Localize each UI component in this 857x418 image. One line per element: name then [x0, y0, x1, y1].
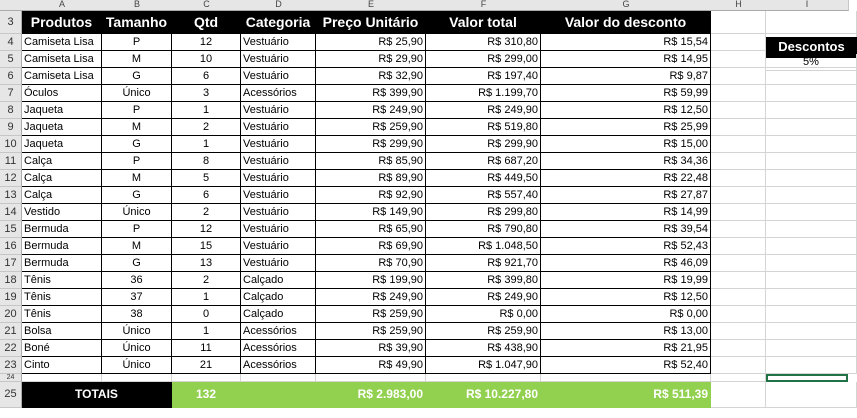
row-header[interactable]: 16 — [0, 238, 22, 255]
totals-valor[interactable]: R$ 10.227,80 — [426, 382, 541, 408]
table-cell-qtd[interactable]: 12 — [172, 34, 241, 51]
table-cell-total[interactable]: R$ 438,90 — [426, 340, 541, 357]
table-cell-total[interactable]: R$ 790,80 — [426, 221, 541, 238]
table-cell-qtd[interactable]: 2 — [172, 272, 241, 289]
table-cell-produto[interactable]: Tênis — [22, 289, 102, 306]
table-cell-produto[interactable]: Bolsa — [22, 323, 102, 340]
table-cell-qtd[interactable]: 6 — [172, 68, 241, 85]
table-cell-categoria[interactable]: Vestuário — [241, 34, 316, 51]
table-cell-tamanho[interactable]: Único — [102, 340, 172, 357]
empty-cell[interactable] — [711, 85, 766, 102]
totals-empty[interactable] — [241, 382, 316, 408]
table-cell-desconto[interactable]: R$ 52,43 — [541, 238, 711, 255]
table-cell-produto[interactable]: Calça — [22, 153, 102, 170]
table-cell-qtd[interactable]: 6 — [172, 187, 241, 204]
empty-cell[interactable] — [766, 289, 857, 306]
table-cell-categoria[interactable]: Vestuário — [241, 238, 316, 255]
row-header[interactable]: 11 — [0, 153, 22, 170]
empty-cell[interactable] — [711, 255, 766, 272]
table-cell-desconto[interactable]: R$ 9,87 — [541, 68, 711, 85]
empty-cell[interactable] — [711, 306, 766, 323]
table-cell-produto[interactable]: Cinto — [22, 357, 102, 374]
empty-cell[interactable] — [766, 238, 857, 255]
table-cell-qtd[interactable]: 1 — [172, 102, 241, 119]
row-header[interactable]: 10 — [0, 136, 22, 153]
table-cell-produto[interactable]: Jaqueta — [22, 119, 102, 136]
empty-cell[interactable] — [766, 357, 857, 374]
table-cell-preco[interactable]: R$ 249,90 — [316, 102, 426, 119]
table-cell-tamanho[interactable]: Único — [102, 323, 172, 340]
table-cell-desconto[interactable]: R$ 15,54 — [541, 34, 711, 51]
table-cell-desconto[interactable]: R$ 25,99 — [541, 119, 711, 136]
table-cell-total[interactable]: R$ 921,70 — [426, 255, 541, 272]
table-cell-categoria[interactable]: Acessórios — [241, 323, 316, 340]
totals-qtd[interactable]: 132 — [172, 382, 241, 408]
table-cell-total[interactable]: R$ 299,80 — [426, 204, 541, 221]
empty-cell[interactable] — [766, 204, 857, 221]
table-cell-desconto[interactable]: R$ 21,95 — [541, 340, 711, 357]
table-cell-preco[interactable]: R$ 92,90 — [316, 187, 426, 204]
empty-cell[interactable] — [172, 374, 241, 382]
table-cell-tamanho[interactable]: G — [102, 187, 172, 204]
table-cell-tamanho[interactable]: 37 — [102, 289, 172, 306]
empty-cell[interactable] — [711, 119, 766, 136]
table-cell-desconto[interactable]: R$ 46,09 — [541, 255, 711, 272]
table-cell-categoria[interactable]: Vestuário — [241, 221, 316, 238]
empty-cell[interactable] — [766, 170, 857, 187]
row-header[interactable]: 22 — [0, 340, 22, 357]
table-cell-tamanho[interactable]: 36 — [102, 272, 172, 289]
header-cell[interactable]: Valor total — [426, 11, 541, 34]
table-cell-tamanho[interactable]: M — [102, 119, 172, 136]
empty-cell[interactable] — [711, 11, 766, 34]
row-header[interactable]: 4 — [0, 34, 22, 51]
table-cell-total[interactable]: R$ 399,80 — [426, 272, 541, 289]
column-header-g[interactable]: G — [541, 0, 712, 11]
table-cell-total[interactable]: R$ 449,50 — [426, 170, 541, 187]
table-cell-total[interactable]: R$ 197,40 — [426, 68, 541, 85]
table-cell-tamanho[interactable]: M — [102, 238, 172, 255]
table-cell-tamanho[interactable]: P — [102, 102, 172, 119]
row-header[interactable]: 20 — [0, 306, 22, 323]
empty-cell[interactable] — [766, 136, 857, 153]
table-cell-qtd[interactable]: 5 — [172, 170, 241, 187]
empty-cell[interactable] — [711, 153, 766, 170]
empty-cell[interactable] — [711, 289, 766, 306]
empty-cell[interactable] — [766, 306, 857, 323]
table-cell-preco[interactable]: R$ 149,90 — [316, 204, 426, 221]
empty-cell[interactable] — [711, 187, 766, 204]
table-cell-produto[interactable]: Camiseta Lisa — [22, 68, 102, 85]
table-cell-produto[interactable]: Óculos — [22, 85, 102, 102]
table-cell-desconto[interactable]: R$ 19,99 — [541, 272, 711, 289]
table-cell-categoria[interactable]: Vestuário — [241, 119, 316, 136]
empty-cell[interactable] — [711, 323, 766, 340]
empty-cell[interactable] — [711, 68, 766, 85]
column-header-e[interactable]: E — [316, 0, 427, 11]
row-header[interactable]: 6 — [0, 68, 22, 85]
row-header[interactable]: 19 — [0, 289, 22, 306]
table-cell-desconto[interactable]: R$ 15,00 — [541, 136, 711, 153]
empty-cell[interactable] — [766, 323, 857, 340]
table-cell-total[interactable]: R$ 299,90 — [426, 136, 541, 153]
row-header[interactable]: 14 — [0, 204, 22, 221]
table-cell-total[interactable]: R$ 310,80 — [426, 34, 541, 51]
table-cell-qtd[interactable]: 8 — [172, 153, 241, 170]
table-cell-preco[interactable]: R$ 259,90 — [316, 306, 426, 323]
table-cell-tamanho[interactable]: M — [102, 51, 172, 68]
empty-cell[interactable] — [766, 340, 857, 357]
table-cell-preco[interactable]: R$ 49,90 — [316, 357, 426, 374]
table-cell-desconto[interactable]: R$ 13,00 — [541, 323, 711, 340]
table-cell-produto[interactable]: Boné — [22, 340, 102, 357]
table-cell-categoria[interactable]: Vestuário — [241, 51, 316, 68]
empty-cell[interactable] — [711, 136, 766, 153]
table-cell-desconto[interactable]: R$ 39,54 — [541, 221, 711, 238]
row-header[interactable]: 8 — [0, 102, 22, 119]
table-cell-categoria[interactable]: Calçado — [241, 306, 316, 323]
table-cell-qtd[interactable]: 21 — [172, 357, 241, 374]
table-cell-qtd[interactable]: 2 — [172, 204, 241, 221]
empty-cell[interactable] — [711, 272, 766, 289]
table-cell-categoria[interactable]: Vestuário — [241, 102, 316, 119]
table-cell-total[interactable]: R$ 249,90 — [426, 289, 541, 306]
table-cell-preco[interactable]: R$ 32,90 — [316, 68, 426, 85]
row-header[interactable]: 13 — [0, 187, 22, 204]
table-cell-categoria[interactable]: Vestuário — [241, 136, 316, 153]
table-cell-desconto[interactable]: R$ 14,95 — [541, 51, 711, 68]
table-cell-produto[interactable]: Camiseta Lisa — [22, 51, 102, 68]
table-cell-total[interactable]: R$ 249,90 — [426, 102, 541, 119]
table-cell-produto[interactable]: Bermuda — [22, 255, 102, 272]
empty-cell[interactable] — [22, 374, 102, 382]
table-cell-preco[interactable]: R$ 70,90 — [316, 255, 426, 272]
table-cell-preco[interactable]: R$ 299,90 — [316, 136, 426, 153]
empty-cell[interactable] — [766, 272, 857, 289]
table-cell-produto[interactable]: Tênis — [22, 272, 102, 289]
empty-cell[interactable] — [766, 102, 857, 119]
table-cell-preco[interactable]: R$ 259,90 — [316, 119, 426, 136]
empty-cell[interactable] — [711, 340, 766, 357]
table-cell-preco[interactable]: R$ 89,90 — [316, 170, 426, 187]
table-cell-produto[interactable]: Calça — [22, 187, 102, 204]
table-cell-total[interactable]: R$ 1.199,70 — [426, 85, 541, 102]
column-header-f[interactable]: F — [426, 0, 542, 11]
empty-cell[interactable] — [711, 102, 766, 119]
table-cell-produto[interactable]: Bermuda — [22, 238, 102, 255]
totals-desconto[interactable]: R$ 511,39 — [541, 382, 711, 408]
table-cell-qtd[interactable]: 1 — [172, 289, 241, 306]
table-cell-qtd[interactable]: 1 — [172, 323, 241, 340]
empty-cell[interactable] — [711, 357, 766, 374]
totals-label[interactable]: TOTAIS — [22, 382, 172, 408]
table-cell-preco[interactable]: R$ 399,90 — [316, 85, 426, 102]
table-cell-tamanho[interactable]: 38 — [102, 306, 172, 323]
table-cell-categoria[interactable]: Vestuário — [241, 187, 316, 204]
table-cell-tamanho[interactable]: G — [102, 136, 172, 153]
table-cell-total[interactable]: R$ 0,00 — [426, 306, 541, 323]
row-header[interactable]: 23 — [0, 357, 22, 374]
table-cell-preco[interactable]: R$ 29,90 — [316, 51, 426, 68]
table-cell-categoria[interactable]: Vestuário — [241, 170, 316, 187]
header-cell[interactable]: Categoria — [241, 11, 316, 34]
table-cell-tamanho[interactable]: G — [102, 255, 172, 272]
table-cell-categoria[interactable]: Vestuário — [241, 153, 316, 170]
table-cell-preco[interactable]: R$ 69,90 — [316, 238, 426, 255]
table-cell-preco[interactable]: R$ 39,90 — [316, 340, 426, 357]
table-cell-qtd[interactable]: 3 — [172, 85, 241, 102]
table-cell-total[interactable]: R$ 557,40 — [426, 187, 541, 204]
row-header[interactable]: 21 — [0, 323, 22, 340]
table-cell-tamanho[interactable]: P — [102, 153, 172, 170]
table-cell-tamanho[interactable]: P — [102, 221, 172, 238]
table-cell-preco[interactable]: R$ 199,90 — [316, 272, 426, 289]
table-cell-tamanho[interactable]: G — [102, 68, 172, 85]
table-cell-total[interactable]: R$ 519,80 — [426, 119, 541, 136]
table-cell-preco[interactable]: R$ 25,90 — [316, 34, 426, 51]
column-header-d[interactable]: D — [241, 0, 317, 11]
table-cell-desconto[interactable]: R$ 27,87 — [541, 187, 711, 204]
empty-cell[interactable] — [766, 119, 857, 136]
table-cell-desconto[interactable]: R$ 59,99 — [541, 85, 711, 102]
empty-cell[interactable] — [766, 255, 857, 272]
discount-label[interactable]: Descontos — [766, 37, 857, 58]
table-cell-desconto[interactable]: R$ 0,00 — [541, 306, 711, 323]
empty-cell[interactable] — [766, 85, 857, 102]
header-cell[interactable]: Qtd — [172, 11, 241, 34]
empty-cell[interactable] — [316, 374, 426, 382]
table-cell-total[interactable]: R$ 1.048,50 — [426, 238, 541, 255]
empty-cell[interactable] — [102, 374, 172, 382]
table-cell-categoria[interactable]: Acessórios — [241, 357, 316, 374]
table-cell-qtd[interactable]: 0 — [172, 306, 241, 323]
table-cell-categoria[interactable]: Vestuário — [241, 204, 316, 221]
empty-cell[interactable] — [711, 238, 766, 255]
table-cell-desconto[interactable]: R$ 52,40 — [541, 357, 711, 374]
empty-cell[interactable] — [541, 374, 711, 382]
table-cell-tamanho[interactable]: P — [102, 34, 172, 51]
table-cell-preco[interactable]: R$ 85,90 — [316, 153, 426, 170]
header-cell[interactable]: Valor do desconto — [541, 11, 711, 34]
table-cell-desconto[interactable]: R$ 12,50 — [541, 102, 711, 119]
table-cell-tamanho[interactable]: Único — [102, 204, 172, 221]
table-cell-total[interactable]: R$ 299,00 — [426, 51, 541, 68]
empty-cell[interactable] — [711, 170, 766, 187]
table-cell-preco[interactable]: R$ 65,90 — [316, 221, 426, 238]
row-header[interactable]: 15 — [0, 221, 22, 238]
table-cell-categoria[interactable]: Calçado — [241, 272, 316, 289]
table-cell-produto[interactable]: Calça — [22, 170, 102, 187]
row-header[interactable]: 18 — [0, 272, 22, 289]
table-cell-tamanho[interactable]: Único — [102, 85, 172, 102]
row-header[interactable]: 25 — [0, 382, 22, 408]
row-header[interactable]: 5 — [0, 51, 22, 68]
table-cell-qtd[interactable]: 10 — [172, 51, 241, 68]
table-cell-categoria[interactable]: Acessórios — [241, 340, 316, 357]
table-cell-tamanho[interactable]: M — [102, 170, 172, 187]
table-cell-categoria[interactable]: Vestuário — [241, 68, 316, 85]
totals-preco[interactable]: R$ 2.983,00 — [316, 382, 426, 408]
discount-rate[interactable]: 5% — [766, 54, 857, 71]
empty-cell[interactable] — [766, 221, 857, 238]
column-header-c[interactable]: C — [172, 0, 242, 11]
table-cell-categoria[interactable]: Acessórios — [241, 85, 316, 102]
row-header[interactable]: 3 — [0, 11, 22, 34]
column-header-h[interactable]: H — [711, 0, 767, 11]
column-header-b[interactable]: B — [102, 0, 173, 11]
table-cell-produto[interactable]: Vestido — [22, 204, 102, 221]
table-cell-produto[interactable]: Tênis — [22, 306, 102, 323]
empty-cell[interactable] — [766, 382, 857, 408]
empty-cell[interactable] — [711, 374, 766, 382]
table-cell-produto[interactable]: Jaqueta — [22, 102, 102, 119]
column-header-a[interactable]: A — [22, 0, 103, 11]
table-cell-desconto[interactable]: R$ 22,48 — [541, 170, 711, 187]
column-header-i[interactable]: I — [766, 0, 849, 11]
header-cell[interactable]: Preço Unitário — [316, 11, 426, 34]
table-cell-produto[interactable]: Bermuda — [22, 221, 102, 238]
table-cell-total[interactable]: R$ 687,20 — [426, 153, 541, 170]
table-cell-desconto[interactable]: R$ 34,36 — [541, 153, 711, 170]
table-cell-tamanho[interactable]: Único — [102, 357, 172, 374]
table-cell-preco[interactable]: R$ 249,90 — [316, 289, 426, 306]
table-cell-total[interactable]: R$ 1.047,90 — [426, 357, 541, 374]
header-cell[interactable]: Produtos — [22, 11, 102, 34]
empty-cell[interactable] — [711, 221, 766, 238]
table-cell-categoria[interactable]: Calçado — [241, 289, 316, 306]
table-cell-qtd[interactable]: 13 — [172, 255, 241, 272]
table-cell-qtd[interactable]: 1 — [172, 136, 241, 153]
empty-cell[interactable] — [241, 374, 316, 382]
table-cell-produto[interactable]: Camiseta Lisa — [22, 34, 102, 51]
table-cell-produto[interactable]: Jaqueta — [22, 136, 102, 153]
table-cell-desconto[interactable]: R$ 14,99 — [541, 204, 711, 221]
table-cell-qtd[interactable]: 2 — [172, 119, 241, 136]
empty-cell[interactable] — [711, 204, 766, 221]
table-cell-qtd[interactable]: 11 — [172, 340, 241, 357]
empty-cell[interactable] — [766, 187, 857, 204]
selected-cell[interactable] — [766, 374, 848, 382]
row-header[interactable]: 17 — [0, 255, 22, 272]
empty-cell[interactable] — [711, 34, 766, 51]
row-header[interactable]: 12 — [0, 170, 22, 187]
table-cell-qtd[interactable]: 12 — [172, 221, 241, 238]
row-header[interactable]: 7 — [0, 85, 22, 102]
empty-cell[interactable] — [711, 51, 766, 68]
table-cell-categoria[interactable]: Vestuário — [241, 255, 316, 272]
table-cell-qtd[interactable]: 15 — [172, 238, 241, 255]
table-cell-preco[interactable]: R$ 259,90 — [316, 323, 426, 340]
empty-cell[interactable] — [426, 374, 541, 382]
table-cell-desconto[interactable]: R$ 12,50 — [541, 289, 711, 306]
row-header[interactable]: 9 — [0, 119, 22, 136]
empty-cell[interactable] — [766, 153, 857, 170]
empty-cell[interactable] — [711, 382, 766, 408]
header-cell[interactable]: Tamanho — [102, 11, 172, 34]
corner-select-all[interactable] — [0, 0, 23, 11]
empty-cell[interactable] — [766, 11, 857, 34]
row-header[interactable]: 24 — [0, 374, 22, 382]
table-cell-total[interactable]: R$ 259,90 — [426, 323, 541, 340]
